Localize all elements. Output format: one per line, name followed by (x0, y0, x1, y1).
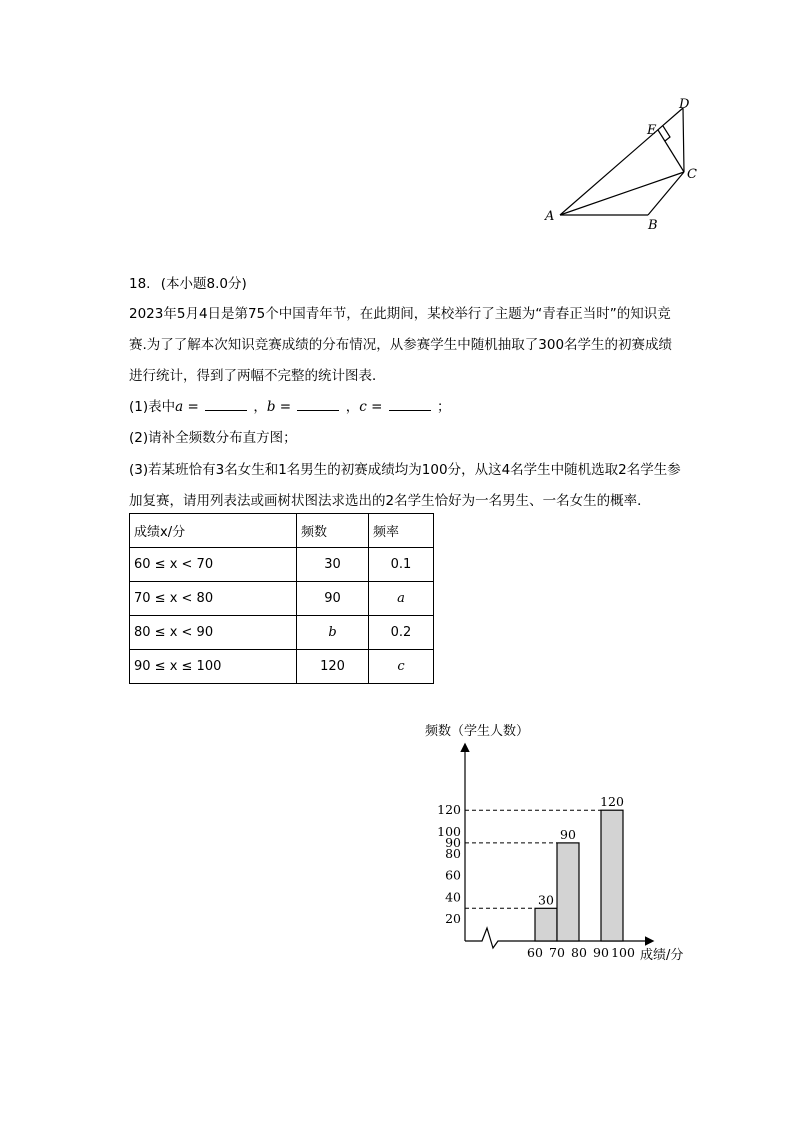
cell-rate: c (369, 650, 434, 684)
bar-value-label: 30 (538, 892, 554, 908)
segment-ec (658, 130, 684, 172)
cell-rate: 0.2 (369, 616, 434, 650)
stem-line-3: 进行统计，得到了两幅不完整的统计图表． (129, 368, 386, 384)
stem-line-1: 2023年5月4日是第75个中国青年节，在此期间，某校举行了主题为“青春正当时”的知识竞 (129, 306, 671, 322)
x-tick-label: 60 (527, 945, 543, 960)
histogram-bar (557, 843, 579, 941)
y-tick-label: 40 (445, 889, 461, 905)
part-1 (129, 395, 450, 415)
part-1-prefix: (1)表中 (129, 399, 176, 415)
table-row (130, 616, 434, 650)
y-tick-label: 100 (437, 824, 461, 839)
stem-line-2: 赛.为了了解本次知识竞赛成绩的分布情况，从参赛学生中随机抽取了300名学生的初赛成绩 (129, 337, 673, 353)
y-axis-title: 频数（学生人数） (425, 724, 530, 739)
histogram-bar (601, 810, 623, 941)
label-b: B (648, 218, 658, 233)
label-d: D (679, 97, 690, 112)
x-tick-label: 80 (571, 945, 587, 960)
y-tick-label: 20 (445, 911, 461, 927)
label-c: C (687, 167, 697, 182)
segment-ad (560, 108, 683, 215)
part-2: (2)请补全频数分布直方图； (129, 430, 297, 446)
header-score: 成绩x/分 (130, 514, 297, 548)
histogram-chart (420, 715, 710, 970)
table-header-row (130, 514, 434, 548)
separator: ， (253, 399, 267, 415)
cell-rate: 0.1 (369, 548, 434, 582)
cell-range: 70 ≤ x < 80 (130, 582, 297, 616)
x-tick-label: 100 (611, 945, 635, 960)
question-header (129, 272, 247, 292)
table-row (130, 548, 434, 582)
cell-count: 30 (297, 548, 369, 582)
part-3-line-2: 加复赛，请用列表法或画树状图法求选出的2名学生恰好为一名男生、一名女生的概率． (129, 493, 651, 509)
y-tick-label: 60 (445, 867, 461, 883)
segment-dc (683, 108, 684, 172)
part-1-a: a = (175, 399, 199, 415)
cell-range: 60 ≤ x < 70 (130, 548, 297, 582)
triangle-figure (530, 92, 710, 237)
bar-value-label: 90 (560, 826, 576, 842)
y-tick-label: 90 (445, 834, 461, 850)
x-tick-label: 70 (549, 945, 565, 960)
histogram-bar (535, 908, 557, 941)
x-tick-label: 90 (593, 945, 609, 960)
y-tick-label: 80 (445, 845, 461, 861)
y-tick-label: 120 (437, 802, 461, 818)
cell-range: 90 ≤ x ≤ 100 (130, 650, 297, 684)
cell-count: 90 (297, 582, 369, 616)
cell-rate: a (369, 582, 434, 616)
table-row (130, 582, 434, 616)
part-1-b: b = (266, 399, 292, 415)
x-axis-title: 成绩/分 (640, 948, 684, 963)
cell-count: 120 (297, 650, 369, 684)
frequency-table (129, 513, 434, 684)
blank-c[interactable] (389, 398, 431, 411)
cell-count: b (297, 616, 369, 650)
question-score: (本小题8.0分) (160, 276, 247, 292)
part-1-end: ； (436, 399, 451, 415)
cell-range: 80 ≤ x < 90 (130, 616, 297, 650)
header-rate: 频率 (369, 514, 434, 548)
table-row (130, 650, 434, 684)
bar-value-label: 120 (600, 794, 624, 810)
part-3-line-1: (3)若某班恰有3名女生和1名男生的初赛成绩均为100分，从这4名学生中随机选取2名学生参 (129, 462, 681, 478)
header-count: 频数 (297, 514, 369, 548)
part-1-c: c = (359, 399, 383, 415)
label-a: A (545, 209, 555, 224)
separator: ， (345, 399, 360, 415)
blank-b[interactable] (297, 398, 339, 411)
question-number: 18. (129, 276, 151, 292)
label-e: E (647, 123, 657, 138)
blank-a[interactable] (205, 398, 247, 411)
